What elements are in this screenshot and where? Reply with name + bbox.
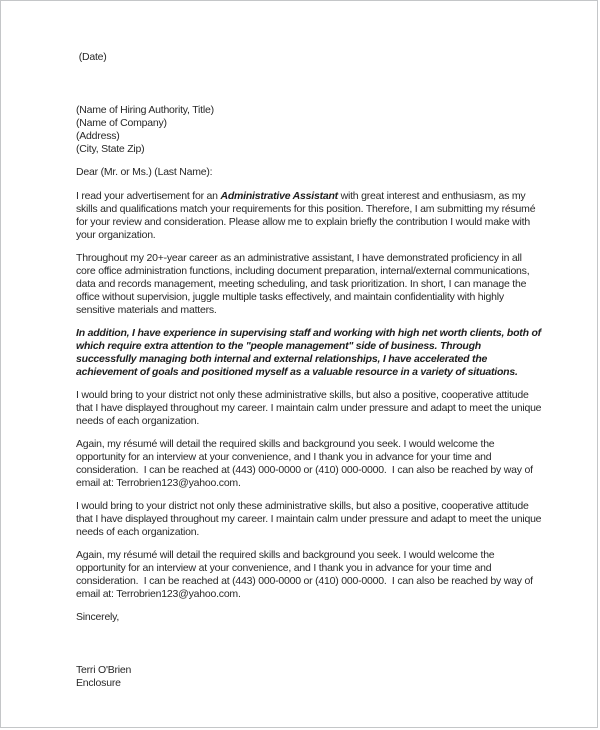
intro-text-after: with great interest and enthusiasm, as my skills and qualifications match your requirements for this position. Therefore, I am submitting my résumé for your review and consideration. Please allow me to explain briefly the contribution I would make with your organization. [76,190,539,241]
paragraph-intro [76,190,542,242]
closing-sincerely: Sincerely, [76,611,120,623]
paragraph-people-management: In addition, I have experience in supervising staff and working with high net worth clients, both of which require extra attention to the "people management" side of business. Through successfully managing both internal and external relationships, I have accelerated the achievement of goals and positioned myself as a valuable resource in a variety of situations. [76,327,544,378]
recipient-address-line: (Address) [76,130,120,142]
date-placeholder: (Date) [76,51,107,63]
signature-name: Terri O'Brien [76,664,132,676]
recipient-company-line: (Name of Company) [76,117,167,129]
signature-block [76,664,542,690]
recipient-address-block [76,104,542,156]
intro-text-before: I read your advertisement for an [76,190,221,202]
paragraph-contact-repeat: Again, my résumé will detail the required skills and background you seek. I would welcome the opportunity for an interview at your convenience, and I thank you in advance for your time and consideration. I can be reached at (443) 000-0000 or (410) 000-0000. I can also be reached by way of email at: Terrobrien123@yahoo.com. [76,549,536,600]
paragraph-experience: Throughout my 20+-year career as an administrative assistant, I have demonstrated proficiency in all core office administration functions, including document preparation, internal/external communications, data and records management, meeting scheduling, and task prioritization. In short, I can manage the office without supervision, juggle multiple tasks effectively, and maintain confidentiality with highly sensitive materials and matters. [76,252,533,316]
paragraph-attitude-repeat: I would bring to your district not only these administrative skills, but also a positive, cooperative attitude that I have displayed throughout my career. I maintain calm under pressure and adapt to meet the unique needs of each organization. [76,500,545,538]
paragraph-contact: Again, my résumé will detail the required skills and background you seek. I would welcome the opportunity for an interview at your convenience, and I thank you in advance for your time and consideration. I can be reached at (443) 000-0000 or (410) 000-0000. I can also be reached by way of email at: Terrobrien123@yahoo.com. [76,438,536,489]
cover-letter-content [76,51,545,690]
recipient-city-state-zip-line: (City, State Zip) [76,143,145,155]
recipient-authority-line: (Name of Hiring Authority, Title) [76,104,214,116]
paragraph-attitude: I would bring to your district not only these administrative skills, but also a positive, cooperative attitude that I have displayed throughout my career. I maintain calm under pressure and adapt to meet the unique needs of each organization. [76,389,545,427]
salutation-line: Dear (Mr. or Ms.) (Last Name): [76,166,213,178]
job-title-emphasis: Administrative Assistant [220,190,338,202]
enclosure-note: Enclosure [76,677,121,689]
